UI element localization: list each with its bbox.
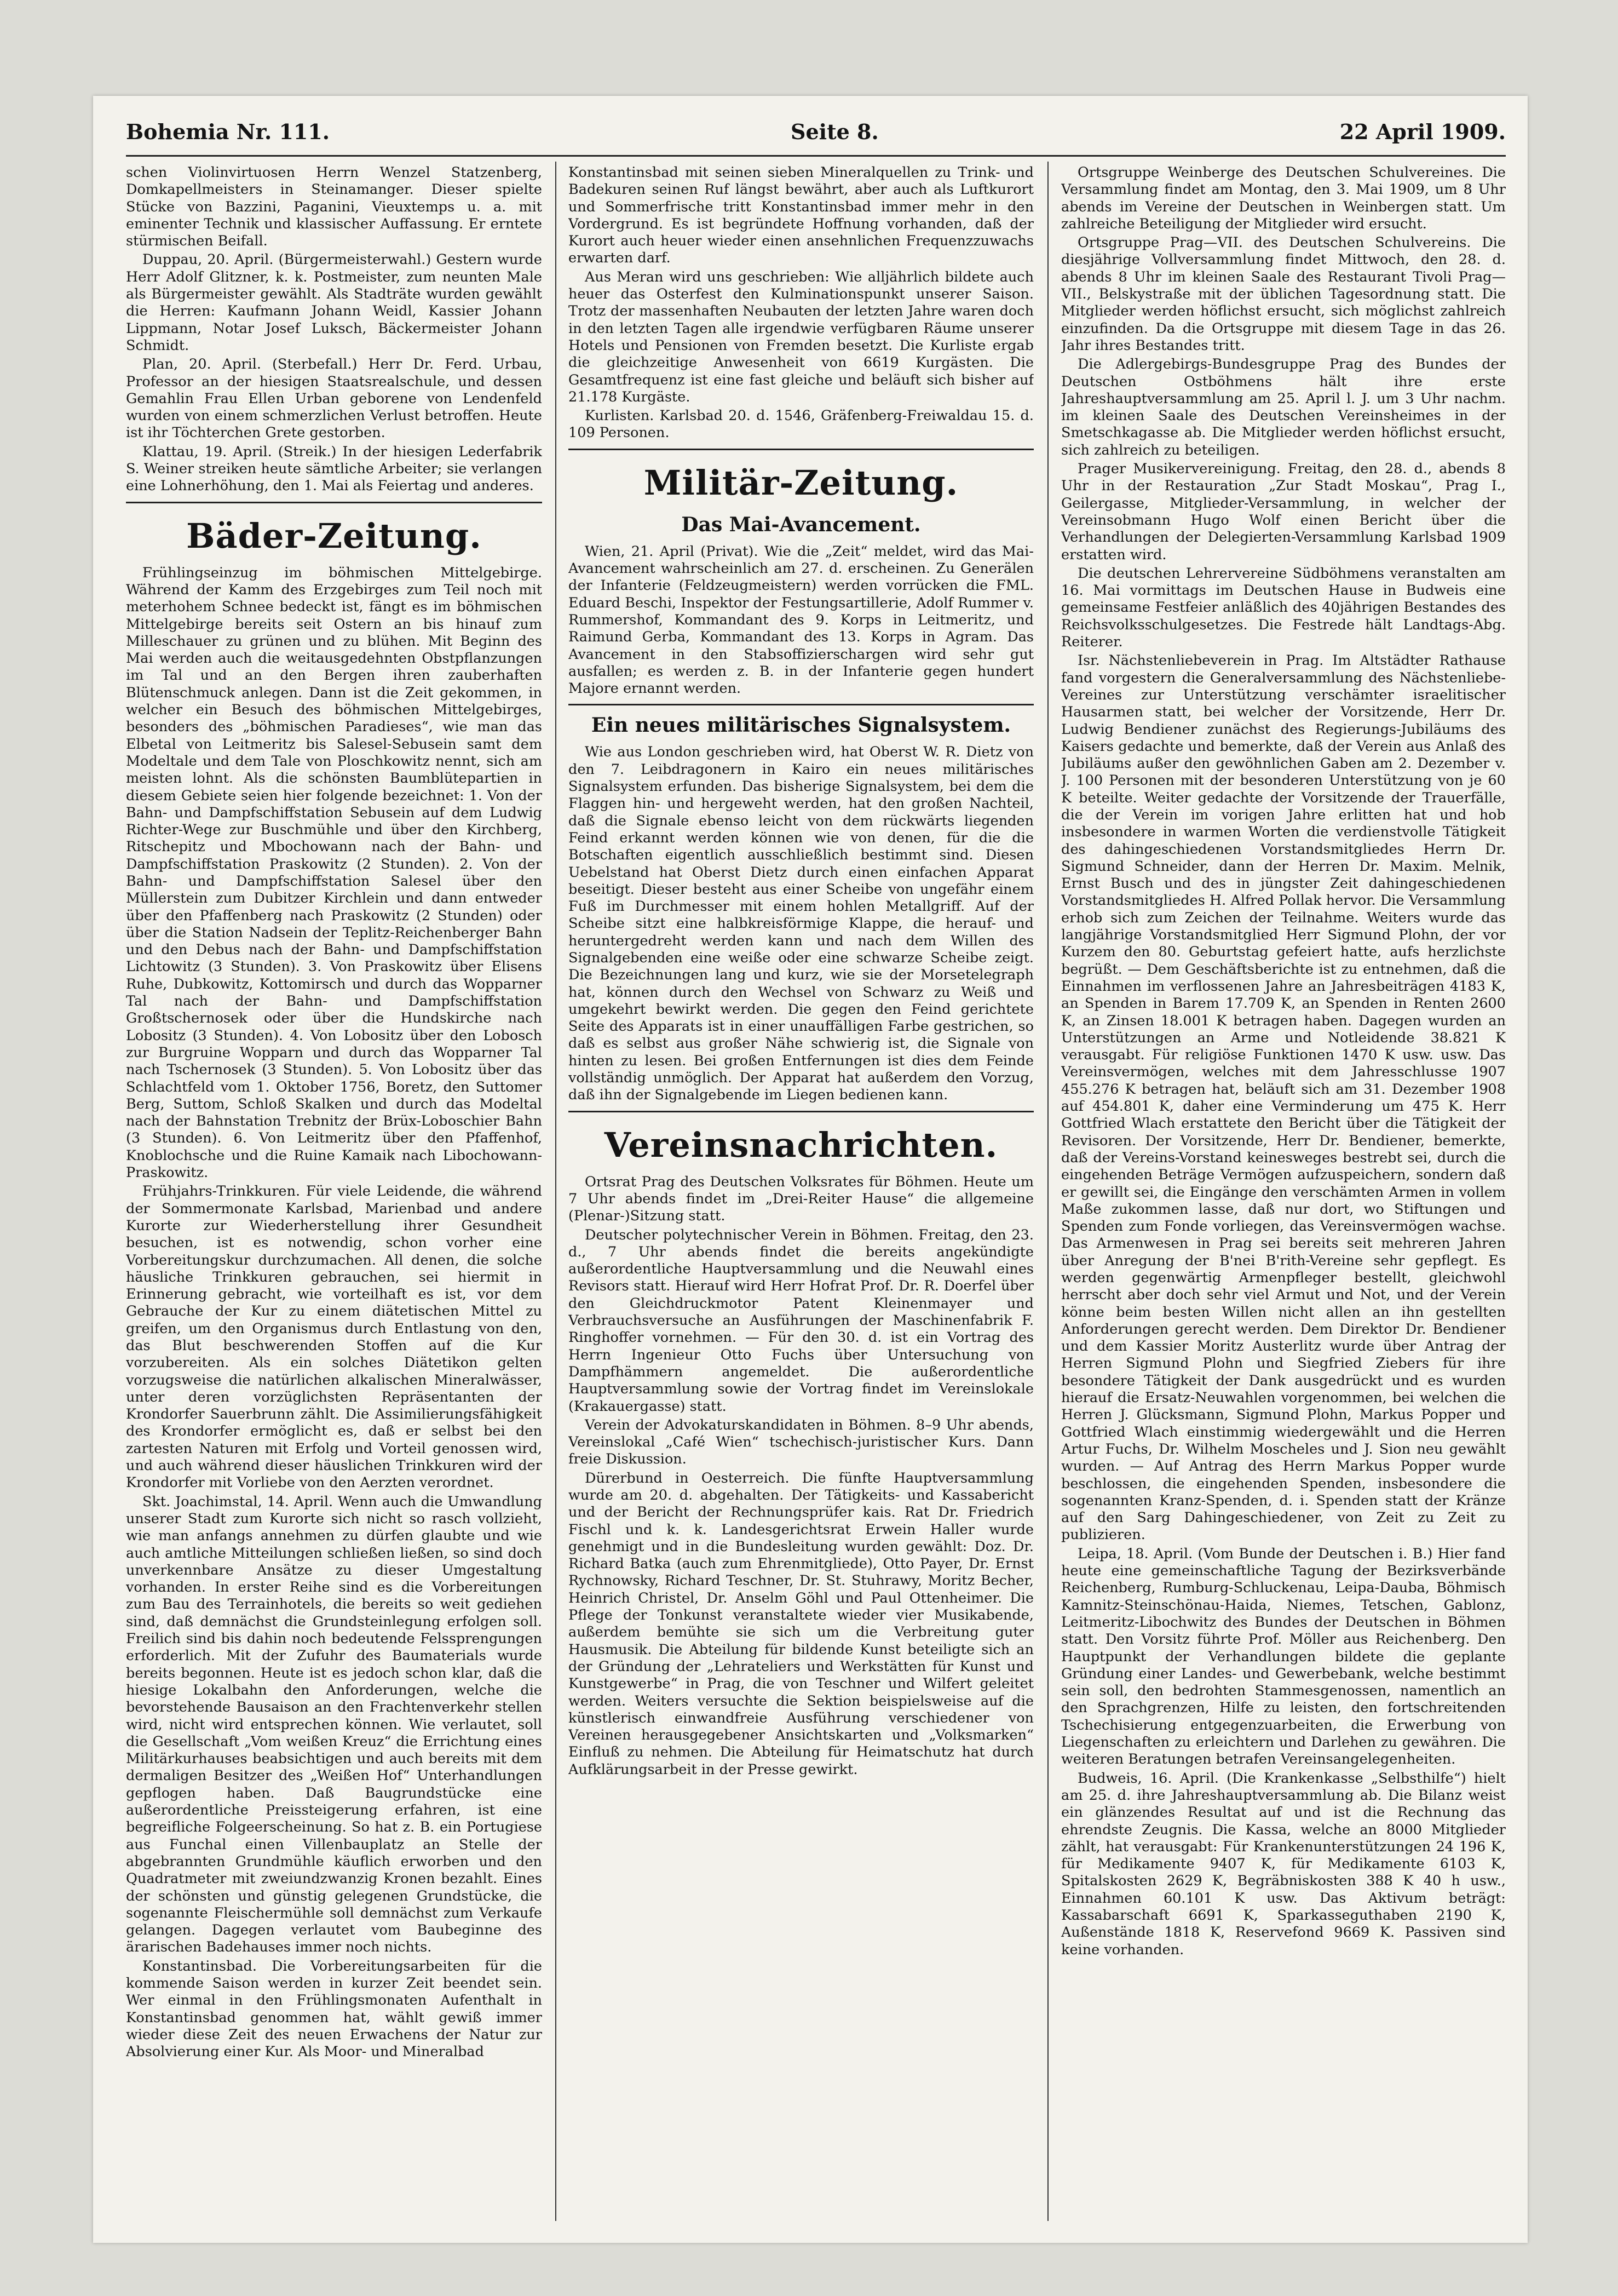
column-2 <box>568 164 1034 2221</box>
section-rule <box>126 502 542 503</box>
article-ortsrat: Ortsrat Prag des Deutschen Volksrates für Böhmen. Heute um 7 Uhr abends findet im „Drei-Reiter Hause“ die allgemeine (Plenar-)Sitzung statt. <box>568 1173 1034 1225</box>
article-lehrervereine: Die deutschen Lehrervereine Südböhmens veranstalten am 16. Mai vormittags im Deutschen Hause in Budweis eine gemeinsame Festfeier anläßlich des 40jährigen Bestandes des Reichsvolksschulgesetzes. Die Festrede hält Landtags-Abg. Reiterer. <box>1061 565 1506 651</box>
article-meran: Aus Meran wird uns geschrieben: Wie alljährlich bildete auch heuer das Osterfest den Kulminationspunkt unserer Saison. Trotz der massenhaften Neubauten der letzten Jahre waren doch in den letzten Tagen alle irgendwie verfügbaren Räume unserer Hotels und Pensionen von Fremden besetzt. Die Kurliste ergab die gleichzeitige Anwesenheit von 6619 Kurgästen. Die Gesamtfrequenz ist eine fast gleiche und beläuft sich bisher auf 21.178 Kurgäste. <box>568 268 1034 405</box>
newspaper-page <box>93 96 1528 2243</box>
section-title-verein: Vereinsnachrichten. <box>604 1124 998 1165</box>
article-paragraph: Konstantinsbad mit seinen sieben Mineralquellen zu Trink- und Badekuren seinen Ruf längst bewährt, aber auch als Luftkurort und Sommerfrische tritt Konstantinsbad immer mehr in den Vordergrund. Es ist begründete Hoffnung vorhanden, daß der Kurort auch heuer wieder einen ansehnlichen Frequenzzuwachs erwarten darf. <box>568 164 1034 267</box>
header-rule <box>126 155 1506 157</box>
article-prag-vii: Ortsgruppe Prag—VII. des Deutschen Schulvereins. Die diesjährige Vollversammlung findet Mittwoch, den 28. d. abends 8 Uhr im kleinen Saale des Restaurant Tivoli Prag—VII., Belskystraße mit der üblichen Tagesordnung statt. Die Mitglieder werden höflichst ersucht, sich möglichst zahlreich einzufinden. Da die Ortsgruppe mit diesem Tage in das 26. Jahr ihres Bestandes tritt. <box>1061 234 1506 354</box>
column-divider <box>1047 162 1049 2221</box>
article-title-avancement: Das Mai-Avancement. <box>681 513 921 536</box>
header-date: 22 April 1909. <box>1339 119 1506 144</box>
article-trinkkuren: Frühjahrs-Trinkkuren. Für viele Leidende, die während der Sommermonate Karlsbad, Marienbad und andere Kurorte zur Wiederherstellung ihrer Gesundheit besuchen, ist es notwendig, schon vorher eine Vorbereitungskur durchzumachen. All denen, die solche häusliche Trinkkuren gebrauchen, sei hiermit in Erinnerung gebracht, wie vorteilhaft es ist, vor dem Gebrauche der Kur zu einem diätetischen Mittel zu greifen, um den Organismus durch Entlastung von den, das Blut beschwerenden Stoffen auf die Kur vorzubereiten. Als ein solches Diätetikon gelten vorzugsweise die natürlichen alkalischen Mineralwässer, unter deren vorzüglichsten Repräsentanten der Krondorfer Sauerbrunn zählt. Die Assimilierungsfähigkeit des Krondorfer ermöglicht es, daß er selbst bei den zartesten Naturen mit Erfolg und Vorteil genossen wird, und auch während dieser häuslichen Trinkkuren wird der Krondorfer mit Vorliebe von den Aerzten verordnet. <box>126 1183 542 1491</box>
article-weinberge: Ortsgruppe Weinberge des Deutschen Schulvereines. Die Versammlung findet am Montag, den 3. Mai 1909, um 8 Uhr abends im Vereine der Deutschen in Weinbergen statt. Um zahlreiche Beteiligung der Mitglieder wird ersucht. <box>1061 164 1506 232</box>
article-budweis: Budweis, 16. April. (Die Krankenkasse „Selbsthilfe“) hielt am 25. d. ihre Jahreshauptversammlung ab. Die Bilanz weist ein glänzendes Resultat auf und ist die Rechnung das ehrendste Zeugnis. Die Kassa, welche an 8000 Mitglieder zählt, hat verausgabt: Für Krankenunterstützungen 24 196 K, für Medikamente 9407 K, für Medikamente 6103 K, Spitalskosten 2629 K, Begräbniskosten 388 K 40 h usw., Einnahmen 60.101 K usw. Das Aktivum beträgt: Kassabarschaft 6691 K, Sparkasseguthaben 2190 K, Außenstände 1818 K, Reservefond 9669 K. Passiven sind keine vorhanden. <box>1061 1770 1506 1958</box>
header-page-number: Seite 8. <box>791 119 879 144</box>
article-advokatur: Verein der Advokaturskandidaten in Böhmen. 8–9 Uhr abends, Vereinslokal „Café Wien“ tschechisch-juristischer Kurs. Dann freie Diskussion. <box>568 1416 1034 1468</box>
article-leipa: Leipa, 18. April. (Vom Bunde der Deutschen i. B.) Hier fand heute eine gemeinschaftliche Tagung der Bezirksverbände Reichenberg, Rumburg-Schluckenau, Leipa-Dauba, Böhmisch Kamnitz-Steinschönau-Haida, Niemes, Tetschen, Gablonz, Leitmeritz-Libochwitz des Bundes der Deutschen in Böhmen statt. Den Vorsitz führte Prof. Möller aus Reichenberg. Den Hauptpunkt der Verhandlungen bildete die geplante Gründung einer Landes- und Gewerbebank, welche bestimmt sein soll, den bedrohten Stammesgenossen, namentlich an den Sprachgrenzen, Hilfe zu leisten, den fortschreitenden Tschechisierung entgegenzuarbeiten, die Erwerbung von Liegenschaften zu erleichtern und Darlehen zu gewähren. Die weiteren Beratungen betrafen Vereinsangelegenheiten. <box>1061 1545 1506 1768</box>
column-divider <box>555 162 556 2221</box>
article-plan: Plan, 20. April. (Sterbefall.) Herr Dr. Ferd. Urbau, Professor an der hiesigen Staatsrealschule, und dessen Gemahlin Frau Ellen Urban geborene von Lendenfeld wurden von einem schmerzlichen Verlust betroffen. Heute ist ihr Töchterchen Grete gestorben. <box>126 356 542 441</box>
article-naechstenliebe: Isr. Nächstenliebeverein in Prag. Im Altstädter Rathause fand vorgestern die Generalversammlung des Nächstenliebe-Vereines zur Unterstützung verschämter israelitischer Hausarmen statt, bei welcher der Vorsitzende, Herr Dr. Ludwig Bendiener zunächst des Regierungs-Jubiläums des Kaisers gedachte und bemerkte, daß der Verein aus Anlaß des Jubiläums außer den gewöhnlichen Gaben am 2. Dezember v. J. 100 Personen mit der besonderen Unterstützung von je 60 K beteilte. Weiter gedachte der Vorsitzende der Trauerfälle, die der Verein im vorigen Jahre erlitten hat und hob insbesondere in warmen Worten die verdienstvolle Tätigkeit des dahingeschiedenen Vorstandsmitgliedes Herrn Dr. Sigmund Schneider, dann der Herren Dr. Maxim. Melnik, Ernst Busch und des in jüngster Zeit dahingeschiedenen Vorstandsmitgliedes H. Alfred Pollak hervor. Die Versammlung erhob sich zum Zeichen der Teilnahme. Weiters wurde das langjährige Vorstandsmitglied Herr Sigmund Plohn, der vor Kurzem den 80. Geburtstag gefeiert hatte, aufs herzlichste begrüßt. — Dem Geschäftsberichte ist zu entnehmen, daß die Einnahmen im verflossenen Jahre an Jahresbeiträgen 4183 K, an Spenden in Barem 17.709 K, an Spenden in Renten 2600 K, an Zinsen 18.001 K betragen haben. Dagegen wurden an Unterstützungen an Arme und Notleidende 38.821 K verausgabt. Für religiöse Funktionen 1470 K usw. usw. Das Vereinsvermögen, welches mit dem Jahresschlusse 1907 455.276 K betragen hat, beläuft sich am 31. Dezember 1908 auf 454.801 K, daher eine Verminderung um 475 K. Herr Gottfried Wlach erstattete den Bericht über die Tätigkeit der Revisoren. Der Vorsitzende, Herr Dr. Bendiener, bemerkte, daß der Vereins-Vorstand keinesweges bestrebt sei, durch die eingehenden Beträge Vermögen aufzuspeichern, sondern daß er gewillt sei, die Eingänge den verschämten Armen in vollem Maße zukommen lasse, daß nur dort, wo Stiftungen und Spenden zum Fonde vorliegen, das Vereinsvermögen wachse. Das Armenwesen in Prag sei bereits seit mehreren Jahren über Anregung der B'nei B'rith-Vereine sehr gepflegt. Es werden gegenwärtig Armenpfleger bestellt, gleichwohl herrscht aber doch sehr viel Armut und Not, und der Verein könne beim besten Willen nicht allen an ihn gestellten Anforderungen gerecht werden. Dem Direktor Dr. Bendiener und dem Kassier Moritz Austerlitz wurde über Antrag der Herren Sigmund Plohn und Siegfried Ziebers für ihre besondere Tätigkeit der Dank ausgedrückt und es wurden hierauf die Ersatz-Neuwahlen vorgenommen, bei welchen die Herren J. Glücksmann, Sigmund Plohn, Markus Popper und Gottfried Wlach einstimmig wiedergewählt und die Herren Artur Fuchs, Dr. Wilhelm Moscheles und J. Sion neu gewählt wurden. — Auf Antrag des Herrn Markus Popper wurde beschlossen, die eingehenden Spenden, insbesondere die sogenannten Kranz-Spenden, d. i. Spenden statt der Kränze auf den Sarg Dahingeschiedener, von Zeit zu Zeit zu publizieren. <box>1061 652 1506 1543</box>
article-duererbund: Dürerbund in Oesterreich. Die fünfte Hauptversammlung wurde am 20. d. abgehalten. Der Tätigkeits- und Kassabericht und der Bericht der Rechnungsprüfer kais. Rat Dr. Friedrich Fischl und k. k. Landesgerichtsrat Erwein Haller wurde genehmigt und in die Bundesleitung wurden gewählt: Doz. Dr. Richard Batka (auch zum Ehrenmitgliede), Otto Payer, Dr. Ernst Rychnowsky, Richard Teschner, Dr. St. Stuhrawy, Moritz Becher, Heinrich Christel, Dr. Anselm Göhl und Paul Ottenheimer. Die Pflege der Tonkunst veranstaltete wieder vier Musikabende, außerdem bemühte sie sich um die Verbreitung guter Hausmusik. Die Abteilung für bildende Kunst beteiligte sich an der Gründung der „Lehrateliers und Werkstätten für Kunst und Kunstgewerbe“ in Prag, die von Teschner und Wilfert geleitet werden. Weiters versuchte die Sektion beispielsweise auf die künstlerisch einwandfreie Ausführung verschiedener von Vereinen herausgegebener Ansichtskarten und „Volksmarken“ Einfluß zu nehmen. Die Abteilung für Heimatschutz hat durch Aufklärungsarbeit in der Presse gewirkt. <box>568 1470 1034 1778</box>
article-polytechnisch: Deutscher polytechnischer Verein in Böhmen. Freitag, den 23. d., 7 Uhr abends findet die bereits angekündigte außerordentliche Hauptversammlung und die Neuwahl eines Revisors statt. Hierauf wird Herr Hofrat Prof. Dr. R. Doerfel über den Gleichdruckmotor Patent Kleinenmayer und Verbrauchsversuche an Ausführungen der Maschinenfabrik F. Ringhoffer vornehmen. — Für den 30. d. ist ein Vortrag des Herrn Ingenieur Otto Fuchs über Untersuchung von Dampfhämmern angemeldet. Die außerordentliche Hauptversammlung sowie der Vortrag findet im Vereinslokale (Krakauergasse) statt. <box>568 1226 1034 1415</box>
section-rule <box>568 1111 1034 1112</box>
section-title-militaer: Militär-Zeitung. <box>643 462 959 503</box>
article-musiker: Prager Musikervereinigung. Freitag, den 28. d., abends 8 Uhr in der Restauration „Zur Stadt Moskau“, Prag I., Geilergasse, Mitglieder-Versammlung, in welcher der Vereinsobmann Hugo Wolf einen Bericht über die Verhandlungen der Delegierten-Versammlung Karlsbad 1909 erstatten wird. <box>1061 461 1506 563</box>
section-title-baeder: Bäder-Zeitung. <box>186 515 482 556</box>
article-klattau: Klattau, 19. April. (Streik.) In der hiesigen Lederfabrik S. Weiner streiken heute sämtliche Arbeiter; sie verlangen eine Lohnerhöhung, den 1. Mai als Feiertag und anderes. <box>126 443 542 495</box>
article-signalsystem: Wie aus London geschrieben wird, hat Oberst W. R. Dietz von den 7. Leibdragonern in Kairo ein neues militärisches Signalsystem erfunden. Das bisherige Signalsystem, bei dem die Flaggen hin- und hergeweht werden, hat den großen Nachteil, daß die Signale ebenso leicht von dem rückwärts liegenden Feind erkannt werden können wie von denen, für die die Botschaften eigentlich ausschließlich bestimmt sind. Diesen Uebelstand hat Oberst Dietz durch einen einfachen Apparat beseitigt. Dieser besteht aus einer Scheibe von ungefähr einem Fuß im Durchmesser mit einem hohlen Metallgriff. Auf der Scheibe sitzt eine halbkreisförmige Klappe, die herauf- und heruntergedreht werden kann und nach dem Willen des Signalgebenden eine weiße oder eine schwarze Scheibe zeigt. Die Bezeichnungen lang und kurz, wie sie der Morsetelegraph hat, können durch den Wechsel von Schwarz zu Weiß und umgekehrt bewirkt werden. Die gegen den Feind gerichtete Seite des Apparats ist in einer unauffälligen Farbe gestrichen, so daß es selbst aus großer Nähe schwierig ist, die Signale von hinten zu lesen. Bei großen Entfernungen ist dies dem Feinde vollständig unmöglich. Der Apparat hat außerdem den Vorzug, daß ihn der Signalgebende im Liegen bedienen kann. <box>568 744 1034 1104</box>
article-fruehlingseinzug: Frühlingseinzug im böhmischen Mittelgebirge. Während der Kamm des Erzgebirges zum Teil noch mit meterhohem Schnee bedeckt ist, fängt es im böhmischen Mittelgebirge bereits seit Ostern an bis hinauf zum Milleschauer zu grünen und zu blühen. Mit Beginn des Mai werden auch die weitausgedehnten Obstpflanzungen im Tal und an den Bergen ihren zauberhaften Blütenschmuck anlegen. Dann ist die Zeit gekommen, in welcher ein Besuch des böhmischen Mittelgebirges, besonders des „böhmischen Paradieses“, wie man das Elbetal von Leitmeritz bis Salesel-Sebusein samt dem Modeltale und dem Tale von Ploschkowitz nennt, sich am meisten lohnt. Als die schönsten Baumblütepartien in diesem Gebiete seien hier folgende bezeichnet: 1. Von der Bahn- und Dampfschiffstation Sebusein auf dem Ludwig Richter-Wege zur Buschmühle und über den Kirchberg, Ritschepitz und Mbochowann nach der Bahn- und Dampfschiffstation Praskowitz (2 Stunden). 2. Von der Bahn- und Dampfschiffstation Salesel über den Müllerstein zum Dubitzer Kirchlein und dann entweder über den Pfaffenberg nach Praskowitz (2 Stunden) oder über die Station Nadsein der Teplitz-Reichenberger Bahn und den Debus nach der Bahn- und Dampfschiffstation Lichtowitz (3 Stunden). 3. Von Praskowitz über Elisens Ruhe, Dubkowitz, Kottomirsch und durch das Wopparner Tal nach der Bahn- und Dampfschiffstation Großtschernosek oder über die Hundskirche nach Lobositz (3 Stunden). 4. Von Lobositz über den Lobosch zur Burgruine Wopparn und durch das Wopparner Tal nach Tschernosek (3 Stunden). 5. Von Lobositz über das Schlachtfeld vom 1. Oktober 1756, Boretz, den Suttomer Berg, Suttom, Schloß Skalken und durch das Modeltal nach der Bahnstation Trebnitz der Brüx-Loboschier Bahn (3 Stunden). 6. Von Leitmeritz über den Pfaffenhof, Knoblochsche und die Ruine Kamaik nach Libochowann-Praskowitz. <box>126 564 542 1181</box>
article-joachimstal: Skt. Joachimstal, 14. April. Wenn auch die Umwandlung unserer Stadt zum Kurorte sich nicht so rasch vollzieht, wie man anfangs annehmen zu dürfen glaubte und wie auch amtliche Mitteilungen schließen ließen, so sind doch unverkennbare Ansätze zu dieser Umgestaltung vorhanden. In erster Reihe sind es die Vorbereitungen zum Bau des Terrainhotels, die bereits so weit gediehen sind, daß demnächst die Grundsteinlegung erfolgen soll. Freilich sind bis dahin noch bedeutende Felssprengungen erforderlich. Mit der Zufuhr des Baumaterials wurde bereits begonnen. Heute ist es jedoch schon klar, daß die hiesige Lokalbahn den Anforderungen, welche die bevorstehende Bausaison an den Frachtenverkehr stellen wird, nicht wird entsprechen können. Wie verlautet, soll die Gesellschaft „Vom weißen Kreuz“ die Errichtung eines Militärkurhauses beabsichtigen und auch bereits mit dem dermaligen Besitzer des „Weißen Hof“ Unterhandlungen gepflogen haben. Daß Baugrundstücke eine außerordentliche Preissteigerung erfahren, ist eine begreifliche Folgeerscheinung. So hat z. B. ein Portugiese aus Funchal einen Villenbauplatz an Stelle der abgebrannten Grundmühle käuflich erworben und den Quadratmeter mit zweiundzwanzig Kronen bezahlt. Eines der schönsten und günstig gelegenen Grundstücke, die sogenannte Fleischermühle soll demnächst zum Verkaufe gelangen. Dagegen verlautet vom Baubeginne des ärarischen Badehauses immer noch nichts. <box>126 1493 542 1956</box>
article-title-signalsystem: Ein neues militärisches Signalsystem. <box>591 714 1011 737</box>
article-paragraph: schen Violinvirtuosen Herrn Wenzel Statzenberg, Domkapellmeisters in Steinamanger. Dieser spielte Stücke von Bazzini, Paganini, Vieuxtemps u. a. mit eminenter Technik und klassischer Auffassung. Er erntete stürmischen Beifall. <box>126 164 542 250</box>
column-3 <box>1061 164 1506 2221</box>
column-1 <box>126 164 542 2221</box>
article-duppau: Duppau, 20. April. (Bürgermeisterwahl.) Gestern wurde Herr Adolf Glitzner, k. k. Postmeister, zum neunten Male als Bürgermeister gewählt. Als Stadträte wurden gewählt die Herren: Kaufmann Johann Weidl, Kassier Johann Lippmann, Notar Josef Luksch, Bäckermeister Johann Schmidt. <box>126 251 542 354</box>
article-wien: Wien, 21. April (Privat). Wie die „Zeit“ meldet, wird das Mai-Avancement wahrscheinlich am 27. d. erscheinen. Zu Generälen der Infanterie (Feldzeugmeistern) werden vorrücken die FML. Eduard Beschi, Inspektor der Festungsartillerie, Adolf Rummer v. Rummershof, Kommandant des 9. Korps in Leitmeritz, und Raimund Gerba, Kommandant des 13. Korps in Agram. Das Avancement in den Stabsoffizierschargen wird sehr gut ausfallen; es werden z. B. in der Infanterie gegen hundert Majore ernannt werden. <box>568 543 1034 697</box>
article-rule <box>568 704 1034 705</box>
article-konstantinsbad: Konstantinsbad. Die Vorbereitungsarbeiten für die kommende Saison werden in kurzer Zeit beendet sein. Wer einmal in den Frühlingsmonaten Aufenthalt in Konstantinsbad genommen hat, wählt gewiß immer wieder diese Zeit des neuen Erwachens der Natur zur Absolvierung einer Kur. Als Moor- und Mineralbad <box>126 1958 542 2060</box>
page-header <box>126 112 1506 151</box>
section-rule <box>568 449 1034 450</box>
article-adlergebirge: Die Adlergebirgs-Bundesgruppe Prag des Bundes der Deutschen Ostböhmens hält ihre erste Jahreshauptversammlung am 25. April l. J. um 3 Uhr nachm. im kleinen Saale des Deutschen Vereinsheimes in der Smetschkagasse ab. Die Mitglieder werden höflichst ersucht, sich zahlreich zu beteiligen. <box>1061 356 1506 458</box>
header-issue: Bohemia Nr. 111. <box>126 119 330 144</box>
article-kurlisten: Kurlisten. Karlsbad 20. d. 1546, Gräfenberg-Freiwaldau 15. d. 109 Personen. <box>568 407 1034 441</box>
